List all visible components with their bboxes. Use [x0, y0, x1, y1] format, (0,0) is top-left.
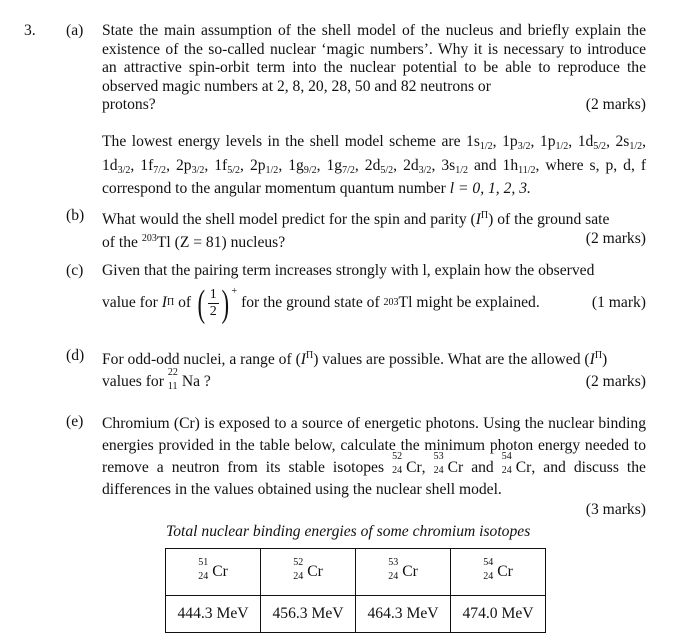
level-1p-3-2: $1p_{3/2}$	[502, 132, 531, 152]
binding-energy-table	[165, 548, 546, 633]
part-b-label: (b)	[66, 207, 85, 224]
part-d	[66, 347, 646, 391]
level-2d-3-2: $2d_{3/2}$	[403, 156, 432, 176]
value-for: value for	[102, 294, 158, 312]
part-d-line1-end: ) values are possible. What are the allowed (	[313, 351, 590, 368]
part-e-marks: (3 marks)	[585, 501, 646, 518]
levels-list: $1s_{1/2}$, $1p_{3/2}$, $1p_{1/2}$, $1d_{5/2}$, $2s_{1/2}$, $1d_{3/2}$, $1f_{7/2}$, $2p_{3/2}$, $1f_{5/2}$, $2p_{1/2}$, $1g_{9/2}$, $1g_{7/2}$, $2d_{5/2}$, $2d_{3/2}$, $3s_{1/2}$ and $1h_{11/2}$	[102, 132, 647, 176]
part-d-question: For odd-odd nuclei, a range of $(I^\Pi)$ values are possible. What are the allowed $(I^\Pi)$ values for 22 11 Na ? (2 marks)	[102, 350, 646, 392]
cr53-nuclide: 53 24 Cr	[433, 451, 464, 476]
part-c-rest: for the ground state of	[241, 294, 380, 312]
na-nuclide: 22 11 Na ?	[167, 366, 211, 392]
values-for: values for	[102, 372, 164, 390]
part-a-question	[102, 22, 646, 115]
part-a-levels	[102, 133, 646, 199]
fraction-numerator: 1	[209, 287, 217, 303]
part-a-text: State the main assumption of the shell model of the nucleus and briefly explain the existence of the so-called nuclear ‘magic numbers’. Why it is necessary to introduce an attractive spin-orbit term into the nuclear potential to be able to reproduce the observed magic numbers at 2, 8, 20, 28, 50 and 82 neutrons or	[102, 22, 646, 95]
part-b-marks: (2 marks)	[585, 229, 646, 247]
table-header-cr54: 54 24 Cr	[451, 549, 546, 596]
level-2s-1-2: $2s_{1/2}$	[615, 132, 643, 152]
part-c	[66, 262, 646, 323]
and-word: and	[471, 459, 494, 476]
energy-cr52: 456.3 MeV	[261, 596, 356, 633]
level-2d-5-2: $2d_{5/2}$	[364, 156, 394, 176]
tl-mass-c: 203	[383, 297, 399, 309]
energy-cr53: 464.3 MeV	[356, 596, 451, 633]
part-c-line1: Given that the pairing term increases strongly with l, explain how the observed	[102, 262, 595, 279]
part-a-marks: (2 marks)	[585, 96, 646, 114]
part-a-last-line: protons?	[102, 96, 156, 114]
level-1d-3-2: $1d_{3/2}$	[102, 156, 131, 176]
tl-element-c: Tl	[398, 294, 413, 312]
l-values: l = 0, 1, 2, 3.	[449, 180, 531, 198]
table-header-cr51: 51 24 Cr	[166, 549, 261, 596]
table-header-row	[166, 549, 546, 596]
parity-symbol: Π	[480, 210, 489, 221]
part-e-question: Chromium (Cr) is exposed to a source of energetic photons. Using the nuclear binding energies provided in the table below, calculate the minimum photon energy needed to remove a neutron from its stable isotopes 52 24 Cr, 53 24 Cr and 54 24 Cr, and discuss the differences in the values obtained using the nuclear shell model. (3 marks)	[102, 415, 646, 518]
of-word: of	[178, 294, 192, 312]
part-c-end: might be explained.	[416, 294, 540, 312]
level-1p-1-2: $1p_{1/2}$	[539, 132, 569, 152]
spin-symbol: I	[475, 211, 481, 228]
part-b-line1-end: ) of the ground sate	[488, 211, 610, 228]
part-e-text1: Chromium (Cr) is exposed to a source of energetic photons. Using the nuclear binding energies provided in the table below, calculate the minimum photon energy needed to remove a neutron from its stable isotopes	[102, 415, 646, 476]
part-e-text2: , and discuss the differences in the values obtained using the nuclear shell model.	[102, 459, 646, 498]
level-1f-5-2: $1f_{5/2}$	[214, 156, 241, 176]
levels-where: , where s, p, d, f correspond to the angular momentum quantum number	[102, 156, 647, 198]
part-b-question	[102, 207, 646, 252]
cr54-nuclide: 54 24 Cr	[501, 451, 532, 476]
level-1d-5-2: $1d_{5/2}$	[577, 132, 607, 152]
level-1g-7-2: $1g_{7/2}$	[326, 156, 355, 176]
part-c-label: (c)	[66, 262, 84, 279]
level-2p-3-2: $2p_{3/2}$	[175, 156, 205, 176]
part-b	[66, 207, 646, 252]
part-e	[66, 413, 646, 519]
levels-intro: The lowest energy levels in the shell model scheme are	[102, 132, 461, 150]
part-d-marks: (2 marks)	[585, 372, 646, 390]
level-3s-1-2: $3s_{1/2}$	[441, 156, 468, 176]
tl-mass: 203	[141, 232, 157, 244]
tl-z: (Z = 81) nucleus?	[174, 233, 286, 251]
fraction-denominator: 2	[209, 304, 217, 320]
part-d-line1: For odd-odd nuclei, a range of (	[102, 351, 301, 368]
part-b-line1: What would the shell model predict for the spin and parity (	[102, 211, 476, 228]
part-b-of-the: of the	[102, 233, 138, 251]
level-1s-1-2: $1s_{1/2}$	[466, 132, 493, 152]
level-1h-11-2: $1h_{11/2}$	[502, 156, 536, 176]
level-1f-7-2: $1f_{7/2}$	[140, 156, 167, 176]
part-a	[66, 22, 646, 199]
part-e-label: (e)	[66, 413, 84, 430]
level-1g-9-2: $1g_{9/2}$	[288, 156, 317, 176]
level-2p-1-2: $2p_{1/2}$	[249, 156, 279, 176]
table-row	[166, 596, 546, 633]
energy-cr54: 474.0 MeV	[451, 596, 546, 633]
cr52-nuclide: 52 24 Cr	[392, 451, 422, 476]
tl-element: Tl	[156, 233, 171, 251]
energy-cr51: 444.3 MeV	[166, 596, 261, 633]
fraction-parity: +	[231, 285, 238, 297]
table-header-cr52: 52 24 Cr	[261, 549, 356, 596]
question-number: 3.	[24, 22, 36, 39]
table-header-cr53: 53 24 Cr	[356, 549, 451, 596]
part-a-label: (a)	[66, 22, 84, 39]
part-c-question: Given that the pairing term increases strongly with l, explain how the observed value for I Π of ( $\frac{1}{2}$ ) + for the ground state of 203 Tl might be explained. (1 mark)	[102, 262, 646, 325]
part-d-label: (d)	[66, 347, 85, 364]
table-caption: Total nuclear binding energies of some chromium isotopes	[166, 523, 531, 540]
spin-fraction: ( $\frac{1}{2}$ ) +	[197, 282, 238, 325]
part-c-marks: (1 mark)	[591, 294, 646, 312]
